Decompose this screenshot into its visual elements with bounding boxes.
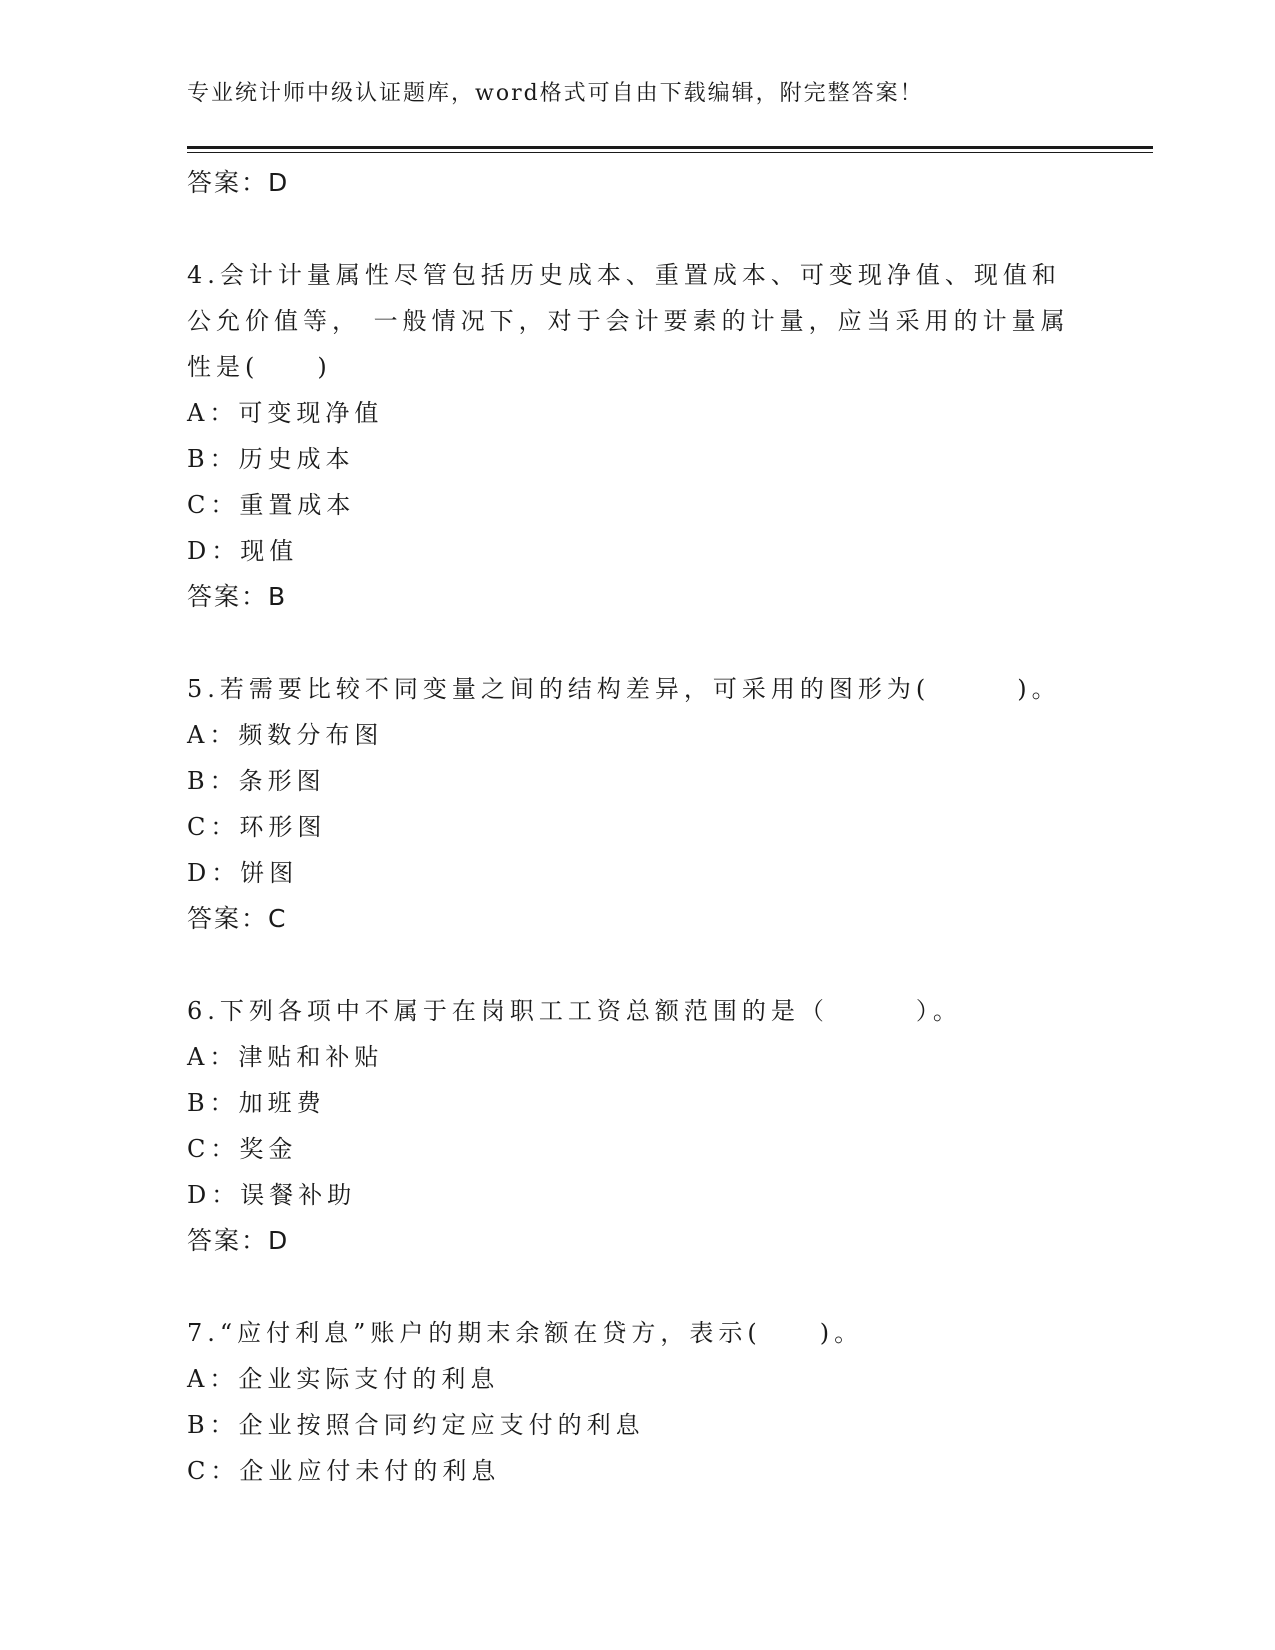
answer: 答案：B	[187, 582, 288, 611]
header-rule-thick	[187, 146, 1153, 149]
option-d: D：饼图	[187, 859, 299, 887]
question-stem-line: 6.下列各项中不属于在岗职工工资总额范围的是（ ）。	[187, 997, 962, 1025]
question-stem-line: 5.若需要比较不同变量之间的结构差异，可采用的图形为( )。	[187, 675, 1061, 703]
answer: 答案：C	[187, 904, 288, 933]
option-d: D：误餐补助	[187, 1181, 357, 1209]
question-4	[187, 252, 1087, 620]
option-a: A：可变现净值	[187, 399, 384, 427]
question-stem-line: 7.“应付利息”账户的期末余额在贷方，表示( )。	[187, 1319, 864, 1347]
option-a: A：津贴和补贴	[187, 1043, 384, 1071]
question-5	[187, 666, 1087, 942]
option-b: B：条形图	[187, 767, 326, 795]
option-a: A：频数分布图	[187, 721, 384, 749]
option-c: C：重置成本	[187, 491, 356, 519]
option-b: B：加班费	[187, 1089, 326, 1117]
page-header: 专业统计师中级认证题库，word格式可自由下载编辑，附完整答案！	[187, 81, 924, 106]
option-c: C：企业应付未付的利息	[187, 1457, 501, 1485]
option-b: B：历史成本	[187, 445, 355, 473]
question-stem-line: 4.会计计量属性尽管包括历史成本、重置成本、可变现净值、现值和	[187, 261, 1061, 289]
option-c: C：环形图	[187, 813, 327, 841]
option-d: D：现值	[187, 537, 299, 565]
question-6	[187, 988, 1087, 1264]
question-stem-line: 性是( )	[187, 353, 332, 381]
answer: 答案：D	[187, 1226, 290, 1255]
header-rule-thin	[187, 152, 1153, 153]
question-stem-line: 公允价值等， 一般情况下，对于会计要素的计量，应当采用的计量属	[187, 307, 1070, 335]
option-a: A：企业实际支付的利息	[187, 1365, 500, 1393]
question-content	[187, 160, 1087, 1494]
option-c: C：奖金	[187, 1135, 298, 1163]
option-b: B：企业按照合同约定应支付的利息	[187, 1411, 645, 1439]
previous-answer: 答案：D	[187, 168, 290, 197]
question-7	[187, 1310, 1087, 1494]
